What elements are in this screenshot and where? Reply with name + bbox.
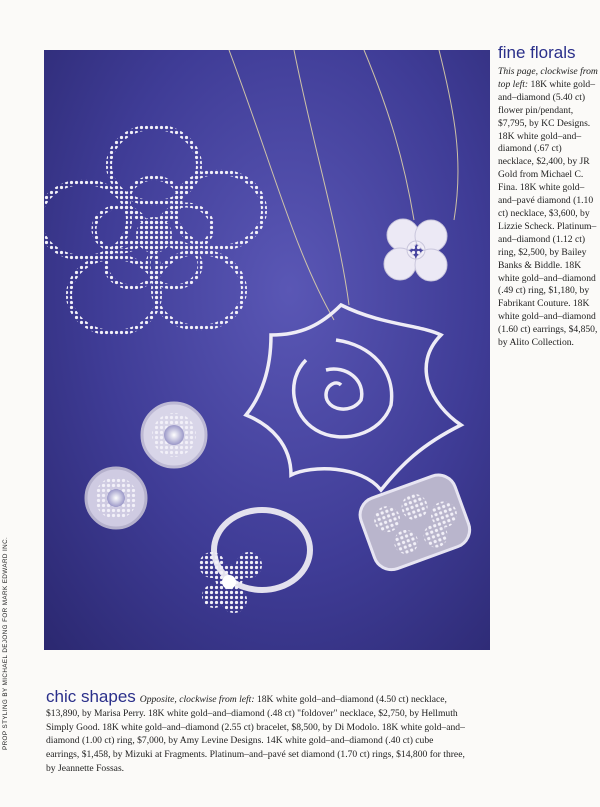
photo-credit: PROP STYLING BY MICHAEL DEJONG FOR MARK EDWARD INC. [2, 536, 9, 750]
lace-ring [355, 470, 475, 575]
earring-right [142, 403, 206, 467]
flower-ring [199, 510, 310, 613]
flower-pin [44, 127, 264, 333]
caption-body: 18K white gold–and–diamond (4.50 ct) necklace, $13,890, by Marisa Perry. 18K white gold–and–diamond (.48 ct) "foldover" necklace, $2,750, by Hellmuth Simply Good. 18K white gold–and–diamond (2.55 ct) bracelet, $8,500, by Di Modolo. 18K white gold–and–diamond (1.00 ct) ring, $7,000, by Amy Levine Designs. 14K white gold–and–diamond (.40 ct) cube earrings, $1,458, by Mizuki at Fragments. Platinum–and–pavé set diamond (1.70 ct) rings, $14,800 for three, by Jeannette Fossas. [46, 694, 465, 774]
section-title-fine-florals: fine florals [498, 43, 576, 62]
caption-text [46, 687, 466, 776]
section-title-chic-shapes: chic shapes [46, 687, 136, 706]
caption-lead: Opposite, clockwise from left: [139, 694, 255, 705]
clover-pendant [384, 219, 447, 281]
caption-text [498, 66, 598, 350]
caption-body: 18K white gold–and–diamond (5.40 ct) flower pin/pendant, $7,795, by KC Designs. 18K white gold–and–diamond (.67 ct) necklace, $2,400, by JR Gold from Michael C. Fina. 18K white gold–and–pavé diamond (1.10 ct) necklace, $3,600, by Lizzie Scheck. Platinum–and–diamond (1.12 ct) ring, $2,500, by Bailey Banks & Biddle. 18K white gold–and–diamond (.49 ct) ring, $1,180, by Fabrikant Couture. 18K white gold–and–diamond (1.60 ct) earrings, $4,850, by Alito Collection. [498, 78, 598, 349]
rose-pendant [246, 305, 461, 490]
earring-left [86, 468, 146, 528]
jewelry-photo [44, 50, 490, 650]
caption-lead: This page, clockwise from top left: [498, 66, 598, 90]
sidebar-caption [498, 44, 598, 350]
bottom-caption [46, 687, 466, 776]
